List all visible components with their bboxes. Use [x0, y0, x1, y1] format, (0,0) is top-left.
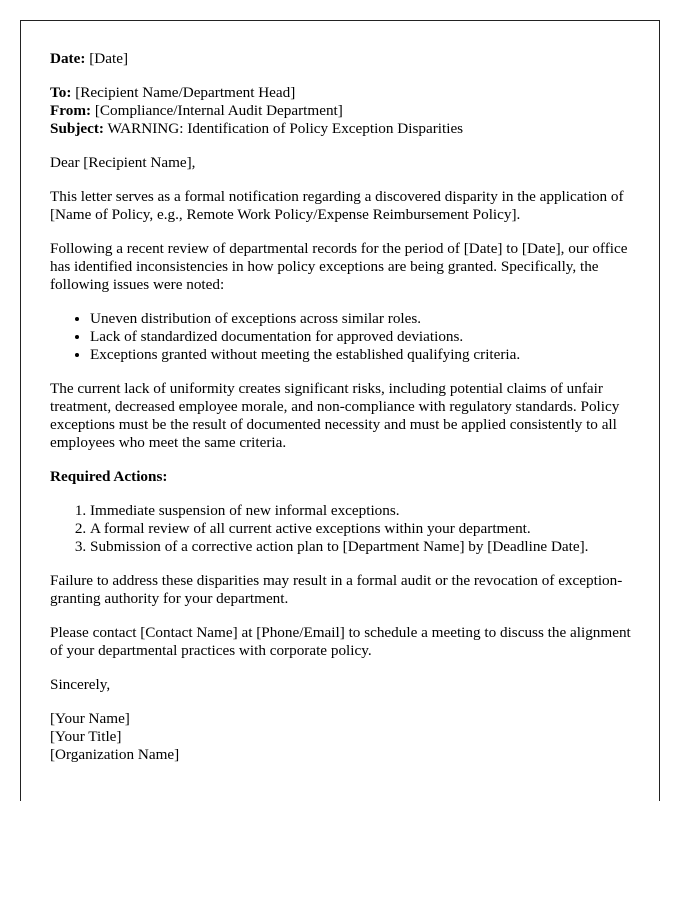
subject-line: [50, 120, 640, 138]
signature-block: [50, 710, 640, 764]
to-line: [50, 84, 640, 102]
consequence-paragraph: Failure to address these disparities may result in a formal audit or the revocation of exception-granting authority for your department.: [50, 572, 623, 607]
letter-content: [50, 50, 640, 780]
findings-paragraph: Following a recent review of departmental records for the period of [Date] to [Date], our office has identified inconsistencies in how policy exceptions are being granted. Specifically, the following issues were noted:: [50, 240, 628, 293]
list-item: 3. Submission of a corrective action plan to [Department Name] by [Deadline Date].: [90, 538, 640, 556]
from-value: [Compliance/Internal Audit Department]: [94, 102, 343, 119]
date-label: Date:: [50, 50, 86, 67]
date-value: [Date]: [89, 50, 129, 67]
list-item: • Uneven distribution of exceptions across similar roles.: [90, 310, 640, 328]
signature-organization: [Organization Name]: [50, 746, 180, 763]
actions-list: [50, 502, 640, 556]
salutation: Dear [Recipient Name],: [50, 154, 196, 171]
letter-page: [20, 20, 660, 801]
contact-paragraph: Please contact [Contact Name] at [Phone/Email] to schedule a meeting to discuss the alignment of your departmental practices with corporate policy.: [50, 624, 631, 659]
intro-paragraph: This letter serves as a formal notification regarding a discovered disparity in the application of [Name of Policy, e.g., Remote Work Policy/Expense Reimbursement Policy].: [50, 188, 624, 223]
to-label: To:: [50, 84, 72, 101]
subject-value: WARNING: Identification of Policy Exception Disparities: [107, 120, 464, 137]
from-line: [50, 102, 640, 120]
letter-header: [50, 84, 640, 138]
list-item: 1. Immediate suspension of new informal exceptions.: [90, 502, 640, 520]
subject-label: Subject:: [50, 120, 104, 137]
risks-paragraph: The current lack of uniformity creates significant risks, including potential claims of unfair treatment, decreased employee morale, and non-compliance with regulatory standards. Policy exceptions must be the result of documented necessity and must be applied consistently to all employees who meet the same criteria.: [50, 380, 620, 451]
from-label: From:: [50, 102, 92, 119]
to-value: [Recipient Name/Department Head]: [75, 84, 296, 101]
signature-title: [Your Title]: [50, 728, 122, 745]
list-item: • Lack of standardized documentation for approved deviations.: [90, 328, 640, 346]
date-line: [50, 50, 640, 68]
list-item: 2. A formal review of all current active exceptions within your department.: [90, 520, 640, 538]
list-item: • Exceptions granted without meeting the established qualifying criteria.: [90, 346, 640, 364]
required-actions-heading: Required Actions:: [50, 468, 168, 485]
closing: Sincerely,: [50, 676, 111, 693]
signature-name: [Your Name]: [50, 710, 130, 727]
issues-list: [50, 310, 640, 364]
